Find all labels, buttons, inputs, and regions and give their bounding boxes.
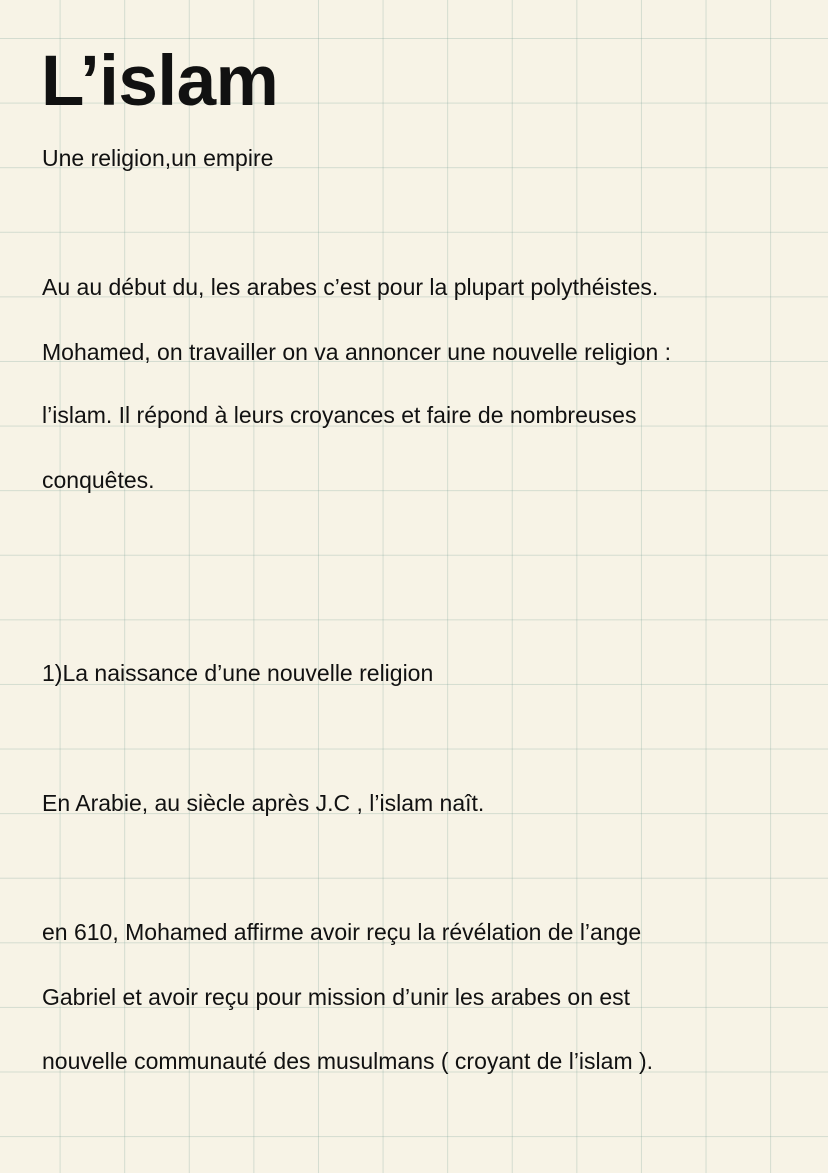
section-paragraph-1: En Arabie, au siècle après J.C , l’islam naît.	[42, 790, 485, 816]
intro-line-2: Mohamed, on travailler on va annoncer une nouvelle religion :	[42, 339, 672, 365]
page-title: L’islam	[41, 42, 279, 121]
intro-line-4: conquêtes.	[42, 467, 155, 493]
intro-line-1: Au au début du, les arabes c’est pour la plupart polythéistes.	[42, 274, 659, 300]
section-heading: 1)La naissance d’une nouvelle religion	[42, 660, 434, 686]
section-paragraph-2-line-3: nouvelle communauté des musulmans ( croyant de l’islam ).	[42, 1048, 654, 1074]
section-paragraph-2-line-1: en 610, Mohamed affirme avoir reçu la révélation de l’ange	[42, 919, 642, 945]
intro-line-3: l’islam. Il répond à leurs croyances et faire de nombreuses	[42, 402, 637, 428]
subtitle: Une religion,un empire	[42, 145, 274, 171]
section-paragraph-2-line-2: Gabriel et avoir reçu pour mission d’unir les arabes on est	[42, 984, 631, 1010]
